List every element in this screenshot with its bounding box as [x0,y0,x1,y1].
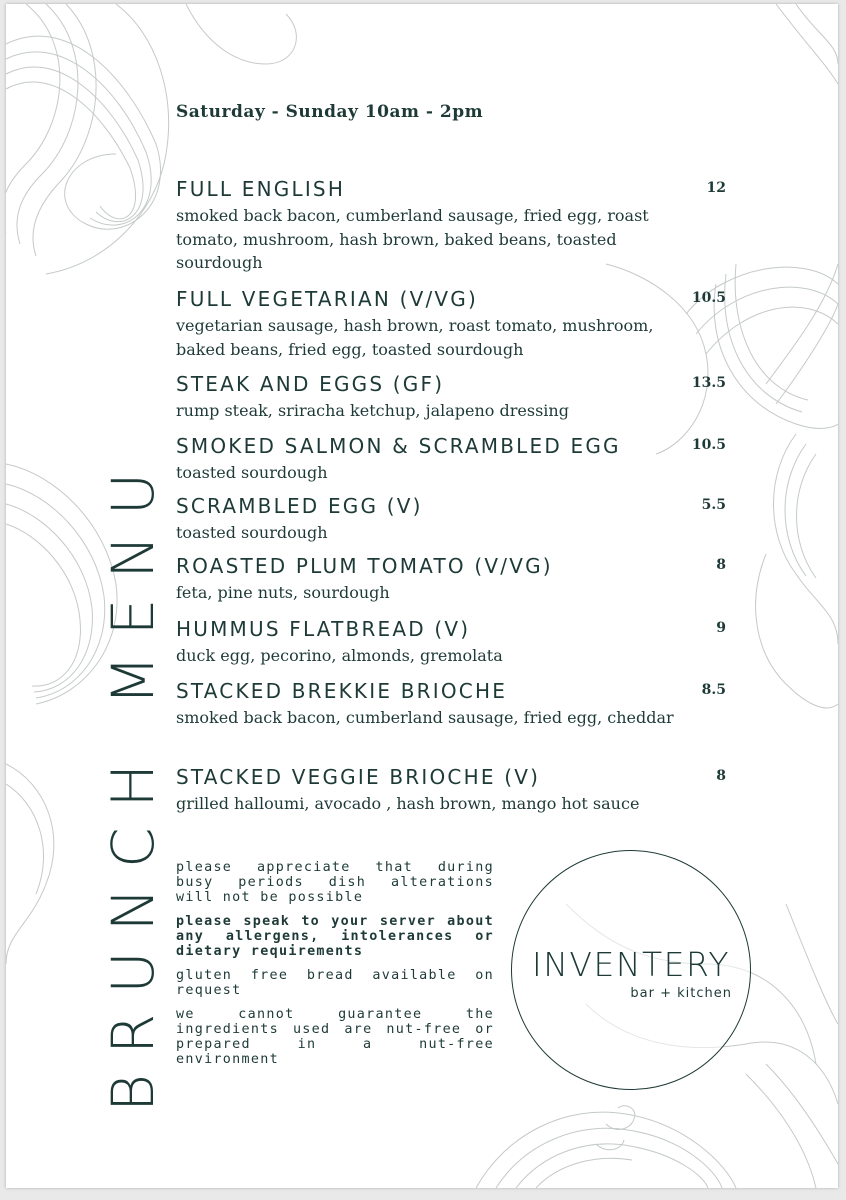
menu-item [176,176,726,275]
menu-item [176,678,726,730]
item-price: 13.5 [691,375,726,391]
item-price: 10.5 [691,290,726,306]
menu-item [176,371,726,423]
menu-item [176,616,726,668]
menu-notes [176,860,494,1076]
item-description: vegetarian sausage, hash brown, roast tomato, mushroom, baked beans, fried egg, toasted sourdough [176,316,654,359]
item-description: smoked back bacon, cumberland sausage, fried egg, cheddar [176,708,674,727]
allergen-note: please speak to your server about any allergens, intolerances or dietary requirements [176,914,494,959]
item-name: STACKED VEGGIE BRIOCHE (V) [176,765,541,789]
gluten-free-note: gluten free bread available on request [176,968,494,998]
menu-item [176,764,726,816]
item-price: 8.5 [701,682,726,698]
item-price: 8 [716,557,726,573]
item-price: 12 [706,180,726,196]
opening-hours: Saturday - Sunday 10am - 2pm [176,102,484,122]
item-price: 8 [716,768,726,784]
logo-tagline: bar + kitchen [630,986,732,1001]
logo-name: INVENTERY [531,945,730,984]
item-name: STEAK AND EGGS (GF) [176,372,445,396]
item-name: FULL VEGETARIAN (V/VG) [176,287,478,311]
item-description: smoked back bacon, cumberland sausage, fried egg, roast tomato, mushroom, hash brown, baked beans, toasted sourdough [176,206,649,272]
item-price: 5.5 [701,497,726,513]
item-name: STACKED BREKKIE BRIOCHE [176,679,508,703]
item-name: FULL ENGLISH [176,177,346,201]
item-name: HUMMUS FLATBREAD (V) [176,617,471,641]
item-name: ROASTED PLUM TOMATO (V/VG) [176,554,553,578]
item-description: rump steak, sriracha ketchup, jalapeno dressing [176,401,569,420]
item-name: SMOKED SALMON & SCRAMBLED EGG [176,434,621,458]
item-description: toasted sourdough [176,523,328,542]
item-description: duck egg, pecorino, almonds, gremolata [176,646,503,665]
alterations-note: please appreciate that during busy periods dish alterations will not be possible [176,860,494,905]
menu-item [176,286,726,361]
menu-item [176,493,726,545]
menu-title: BRUNCH MENU [99,452,167,1112]
item-description: toasted sourdough [176,463,328,482]
menu-item [176,433,726,485]
item-description: grilled halloumi, avocado , hash brown, mango hot sauce [176,794,640,813]
item-price: 10.5 [691,437,726,453]
item-description: feta, pine nuts, sourdough [176,583,390,602]
item-name: SCRAMBLED EGG (V) [176,494,423,518]
menu-item [176,553,726,605]
nut-free-note: we cannot guarantee the ingredients used are nut-free or prepared in a nut-free environment [176,1007,494,1067]
item-price: 9 [716,620,726,636]
menu-page [6,4,838,1188]
